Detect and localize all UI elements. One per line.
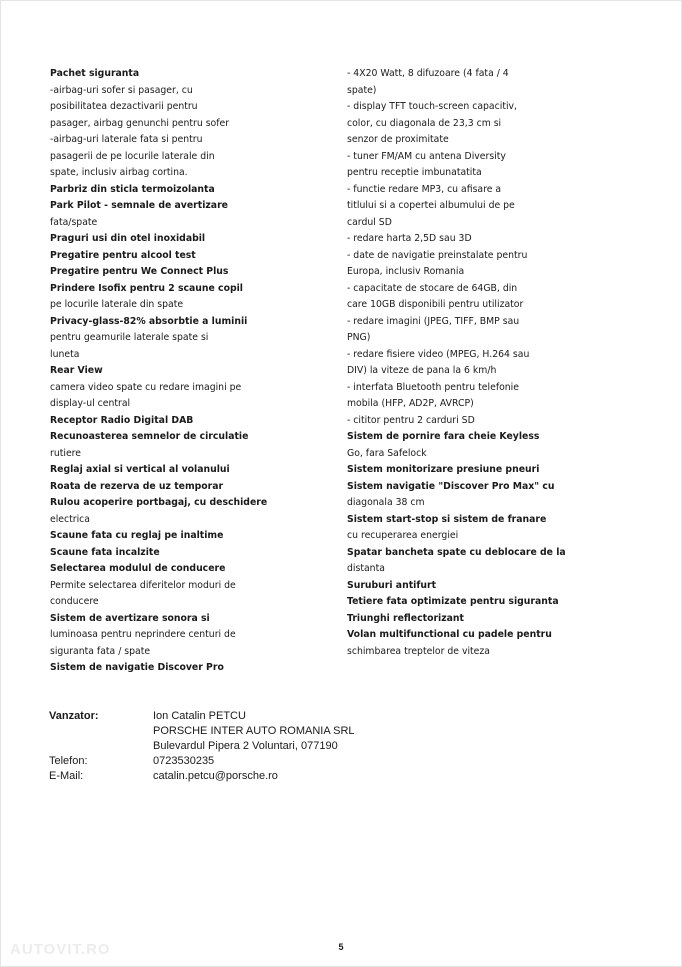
seller-field-label: E-Mail: — [49, 770, 84, 782]
feature-description-line: electrica — [50, 513, 90, 525]
feature-description-line: conducere — [50, 596, 99, 607]
feature-description-line: - redare fisiere video (MPEG, H.264 sau — [347, 348, 530, 360]
feature-heading: Spatar bancheta spate cu deblocare de la — [347, 546, 566, 558]
feature-description-line: display-ul central — [50, 398, 131, 409]
feature-description-line: spate, inclusiv airbag cortina. — [50, 167, 188, 178]
equipment-list-left-column — [50, 66, 300, 677]
feature-heading: Praguri usi din otel inoxidabil — [50, 233, 206, 244]
feature-description-line: schimbarea treptelor de viteza — [347, 645, 490, 657]
feature-description-line: luneta — [50, 348, 80, 360]
feature-description-line: - tuner FM/AM cu antena Diversity — [347, 150, 506, 162]
feature-description-line: - functie redare MP3, cu afisare a — [347, 183, 502, 195]
feature-description-line: color, cu diagonala de 23,3 cm si — [347, 117, 502, 129]
feature-heading: Sistem navigatie "Discover Pro Max" cu — [347, 480, 555, 492]
seller-field-value: Bulevardul Pipera 2 Voluntari, 077190 — [153, 740, 338, 752]
feature-description-line: mobila (HFP, AD2P, AVRCP) — [347, 398, 474, 409]
feature-heading: Sistem monitorizare presiune pneuri — [347, 464, 540, 475]
feature-heading: Selectarea modulul de conducere — [50, 563, 226, 574]
feature-description-line: -airbag-uri laterale fata si pentru — [50, 134, 203, 145]
seller-field-label: Telefon: — [49, 755, 88, 767]
feature-description-line: camera video spate cu redare imagini pe — [50, 381, 242, 393]
feature-description-line: - interfata Bluetooth pentru telefonie — [347, 381, 519, 393]
page-number: 5 — [338, 942, 344, 952]
feature-description-line: fata/spate — [50, 216, 98, 228]
feature-description-line: DIV) la viteze de pana la 6 km/h — [347, 365, 497, 376]
feature-description-line: pasagerii de pe locurile laterale din — [50, 150, 215, 162]
equipment-list-right-column — [347, 66, 566, 660]
feature-heading: Park Pilot - semnale de avertizare — [50, 200, 228, 211]
feature-description-line: pentru geamurile laterale spate si — [50, 332, 209, 343]
feature-heading: Parbriz din sticla termoizolanta — [50, 183, 215, 195]
feature-heading: Prindere Isofix pentru 2 scaune copil — [50, 282, 243, 294]
feature-description-line: siguranta fata / spate — [50, 645, 151, 657]
feature-heading: Pachet siguranta — [50, 68, 140, 79]
feature-description-line: cu recuperarea energiei — [347, 530, 459, 541]
feature-heading: Sistem de navigatie Discover Pro — [50, 662, 224, 673]
feature-description-line: senzor de proximitate — [347, 134, 449, 145]
feature-description-line: - 4X20 Watt, 8 difuzoare (4 fata / 4 — [347, 68, 509, 79]
feature-description-line: pe locurile laterale din spate — [50, 299, 184, 310]
feature-heading: Reglaj axial si vertical al volanului — [50, 464, 230, 475]
feature-heading: Suruburi antifurt — [347, 579, 437, 591]
feature-heading: Privacy-glass-82% absorbtie a luminii — [50, 315, 248, 327]
feature-heading: Tetiere fata optimizate pentru siguranta — [347, 596, 559, 607]
feature-description-line: pentru receptie imbunatatita — [347, 167, 482, 178]
feature-description-line: - date de navigatie preinstalate pentru — [347, 249, 528, 261]
feature-description-line: rutiere — [50, 447, 82, 459]
seller-field-value: Ion Catalin PETCU — [153, 710, 246, 722]
feature-description-line: Go, fara Safelock — [347, 447, 427, 459]
feature-heading: Rulou acoperire portbagaj, cu deschidere — [50, 497, 268, 508]
feature-heading: Volan multifunctional cu padele pentru — [347, 629, 552, 640]
feature-heading: Roata de rezerva de uz temporar — [50, 480, 224, 492]
feature-description-line: care 10GB disponibili pentru utilizator — [347, 299, 524, 310]
feature-heading: Receptor Radio Digital DAB — [50, 414, 194, 426]
feature-description-line: posibilitatea dezactivarii pentru — [50, 101, 198, 112]
feature-heading: Sistem de pornire fara cheie Keyless — [347, 431, 540, 442]
feature-description-line: Europa, inclusiv Romania — [347, 266, 465, 277]
feature-description-line: cardul SD — [347, 216, 392, 228]
seller-field-value: PORSCHE INTER AUTO ROMANIA SRL — [153, 725, 355, 737]
feature-heading: Pregatire pentru alcool test — [50, 249, 196, 261]
feature-description-line: - display TFT touch-screen capacitiv, — [347, 101, 518, 112]
feature-heading: Sistem start-stop si sistem de franare — [347, 513, 547, 525]
feature-description-line: - capacitate de stocare de 64GB, din — [347, 282, 518, 294]
feature-heading: Triunghi reflectorizant — [347, 612, 464, 624]
feature-description-line: spate) — [347, 84, 377, 96]
watermark-logo: AUTOVIT.RO — [10, 941, 111, 958]
feature-heading: Scaune fata cu reglaj pe inaltime — [50, 530, 224, 541]
feature-description-line: -airbag-uri sofer si pasager, cu — [50, 84, 193, 96]
feature-description-line: Permite selectarea diferitelor moduri de — [50, 579, 236, 591]
seller-field-label: Vanzator: — [49, 710, 99, 722]
seller-field-value: 0723530235 — [153, 755, 215, 767]
feature-description-line: - redare imagini (JPEG, TIFF, BMP sau — [347, 315, 520, 327]
feature-description-line: diagonala 38 cm — [347, 497, 425, 508]
feature-description-line: PNG) — [347, 332, 371, 343]
feature-description-line: distanta — [347, 563, 385, 574]
feature-description-line: - redare harta 2,5D sau 3D — [347, 233, 472, 244]
feature-heading: Scaune fata incalzite — [50, 546, 160, 558]
feature-description-line: titlului si a copertei albumului de pe — [347, 200, 515, 211]
feature-heading: Sistem de avertizare sonora si — [50, 612, 210, 624]
feature-heading: Rear View — [50, 365, 103, 376]
feature-heading: Pregatire pentru We Connect Plus — [50, 266, 229, 277]
feature-heading: Recunoasterea semnelor de circulatie — [50, 431, 249, 442]
feature-description-line: luminoasa pentru neprindere centuri de — [50, 629, 236, 640]
feature-description-line: - cititor pentru 2 carduri SD — [347, 414, 475, 426]
feature-description-line: pasager, airbag genunchi pentru sofer — [50, 117, 230, 129]
seller-field-value: catalin.petcu@porsche.ro — [153, 770, 278, 782]
